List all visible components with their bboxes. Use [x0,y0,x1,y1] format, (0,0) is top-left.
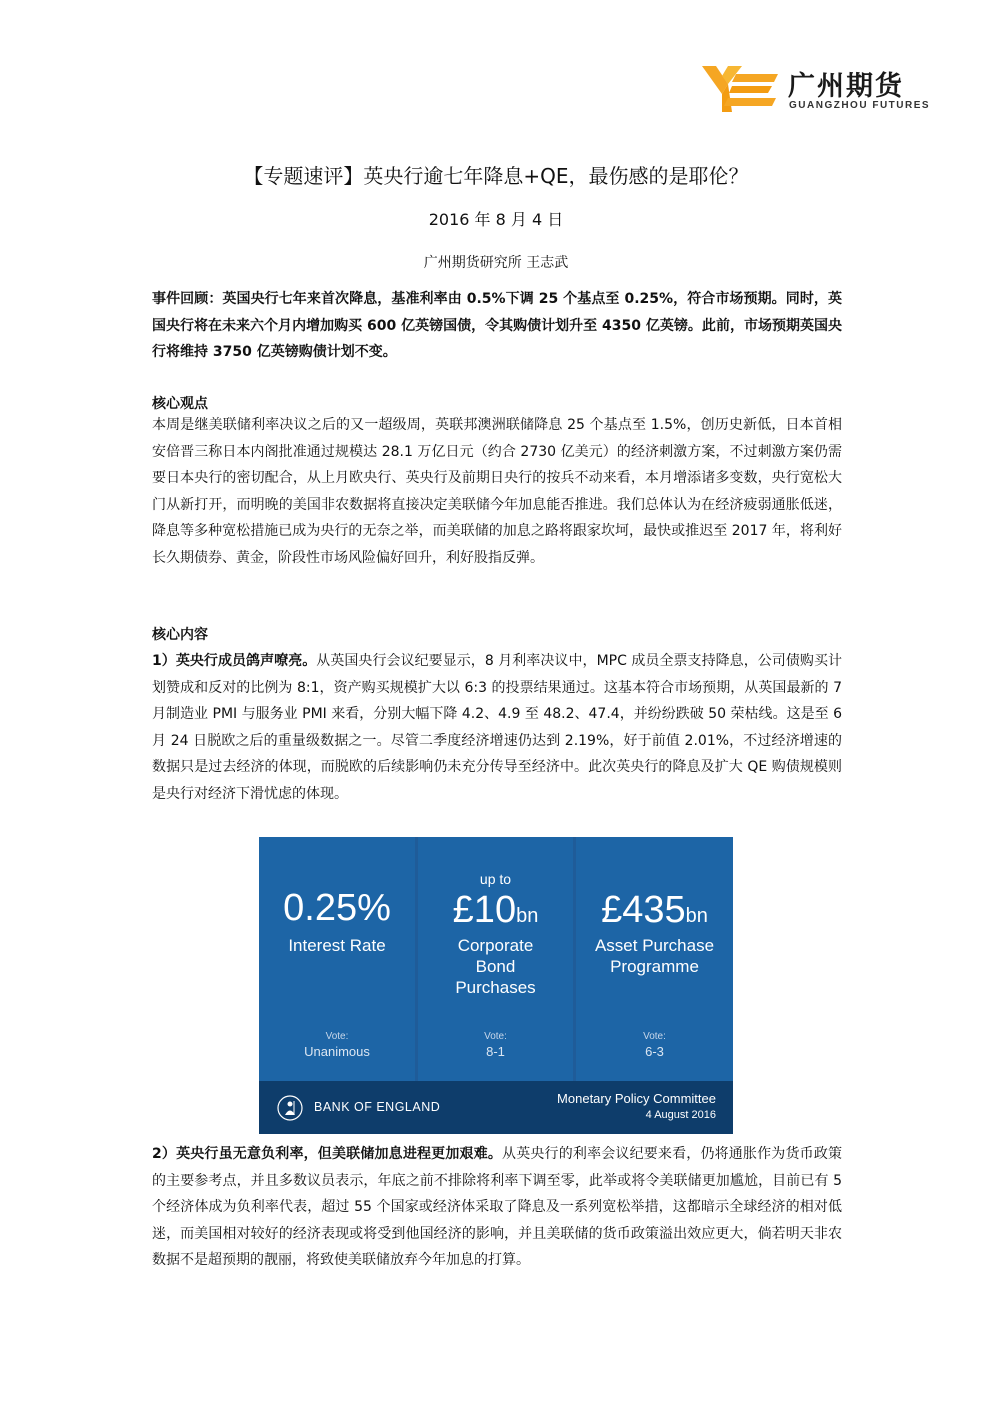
document-author: 广州期货研究所 王志武 [423,255,569,271]
core-content-heading: 核心内容 [152,627,208,643]
asset-purchase-vote: 6-3 [645,1044,664,1059]
document-date: 2016 年 8 月 4 日 [428,210,564,229]
interest-rate-value: 0.25% [283,887,391,929]
corporate-bond-label-2: Bond [475,957,516,976]
core-content-paragraph-1 [152,648,842,807]
corporate-bond-value: £10bn [452,889,539,931]
corporate-bond-label-3: Purchases [455,978,536,997]
corporate-bond-vote: 8-1 [486,1044,505,1059]
interest-rate-vote: Unanimous [304,1044,370,1059]
corporate-bond-vote-label: Vote: [484,1031,507,1042]
core-view-heading: 核心观点 [152,396,208,412]
corporate-bond-panel [418,837,573,1081]
britannia-emblem-icon [277,1095,303,1121]
interest-rate-vote-label: Vote: [325,1031,349,1042]
paragraph-2-text: 从英央行的利率会议纪要来看，仍将通胀作为货币政策的主要参考点，并且多数议员表示，年底之前不排除将利率下调至零，此举或将令美联储更加尴尬，目前已有 5 个经济体成为负利率代表，超过 55 个国家或经济体采取了降息及一系列宽松举措，这都暗示全球经济的相对低迷，而美国相对较好的经济表现或将受到他国经济的影响，并且美联储的货币政策溢出效应更大，倘若明天非农数据不是超预期的靓丽，将致使美联储放弃今年加息的打算。 [152,1146,842,1268]
interest-rate-panel [259,837,415,1081]
asset-purchase-label-2: Programme [610,957,699,976]
paragraph-2-lead: 2）英央行虽无意负利率，但美联储加息进程更加艰难。 [152,1146,503,1162]
event-review-paragraph: 事件回顾：英国央行七年来首次降息，基准利率由 0.5%下调 25 个基点至 0.25%，符合市场预期。同时，英国央行将在未来六个月内增加购买 600 亿英镑国债，令其购债计划升至 4350 亿英镑。此前，市场预期英国央行将维持 3750 亿英镑购债计划不变。 [152,291,842,360]
mpc-date: 4 August 2016 [645,1109,716,1121]
core-view-paragraph: 本周是继美联储利率决议之后的又一超级周，英联邦澳洲联储降息 25 个基点至 1.5%，创历史新低，日本首相安倍晋三称日本内阁批准通过规模达 28.1 万亿日元（约合 2730 亿美元）的经济刺激方案，不过刺激方案仍需要日本央行的密切配合，从上月欧央行、英央行及前期日央行的按兵不动来看，本月增添诸多变数，央行宽松大门从新打开，而明晚的美国非农数据将直接决定美联储今年加息能否推进。我们总体认为在经济疲弱通胀低迷，降息等多种宽松措施已成为央行的无奈之举，而美联储的加息之路将跟家坎坷，最快或推迟至 2017 年，将利好长久期债券、黄金，阶段性市场风险偏好回升，利好股指反弹。 [152,417,842,566]
bank-of-england-label: BANK OF ENGLAND [314,1100,441,1114]
guangzhou-futures-logo-icon [702,66,780,112]
company-logo [702,64,931,114]
mpc-label: Monetary Policy Committee [557,1091,716,1106]
core-content-paragraph-2 [152,1141,842,1274]
asset-purchase-panel [576,837,733,1081]
document-title: 【专题速评】英央行逾七年降息+QE，最伤感的是耶伦？ [243,164,749,188]
company-name-cn: 广州期货 [788,71,904,102]
asset-purchase-label-1: Asset Purchase [594,936,715,955]
corporate-bond-label-1: Corporate [457,936,534,955]
asset-purchase-vote-label: Vote: [643,1031,666,1042]
paragraph-1-text: 从英国央行会议纪要显示，8 月利率决议中，MPC 成员全票支持降息，公司债购买计划赞成和反对的比例为 8:1，资产购买规模扩大以 6:3 的投票结果通过。这基本符合市场预期，从英国最新的 7 月制造业 PMI 与服务业 PMI 来看，分别大幅下降 4.2、4.9 至 48.2、47.4，并纷纷跌破 50 荣枯线。这是至 6 月 24 日脱欧之后的重量级数据之一。尽管二季度经济增速仍达到 2.19%，好于前值 2.01%，不过经济增速的数据只是过去经济的体现，而脱欧的后续影响仍未充分传导至经济中。此次英央行的降息及扩大 QE 购债规模则是央行对经济下滑忧虑的体现。 [152,653,842,802]
asset-purchase-value: £435bn [601,889,708,931]
paragraph-1-lead: 1）英央行成员鸽声嘹亮。 [152,653,317,669]
corporate-bond-prefix: up to [479,871,512,887]
interest-rate-label: Interest Rate [288,936,386,955]
boe-footer [259,1081,733,1134]
boe-mpc-graphic [259,837,733,1134]
company-name-en: GUANGZHOU FUTURES [789,100,931,111]
